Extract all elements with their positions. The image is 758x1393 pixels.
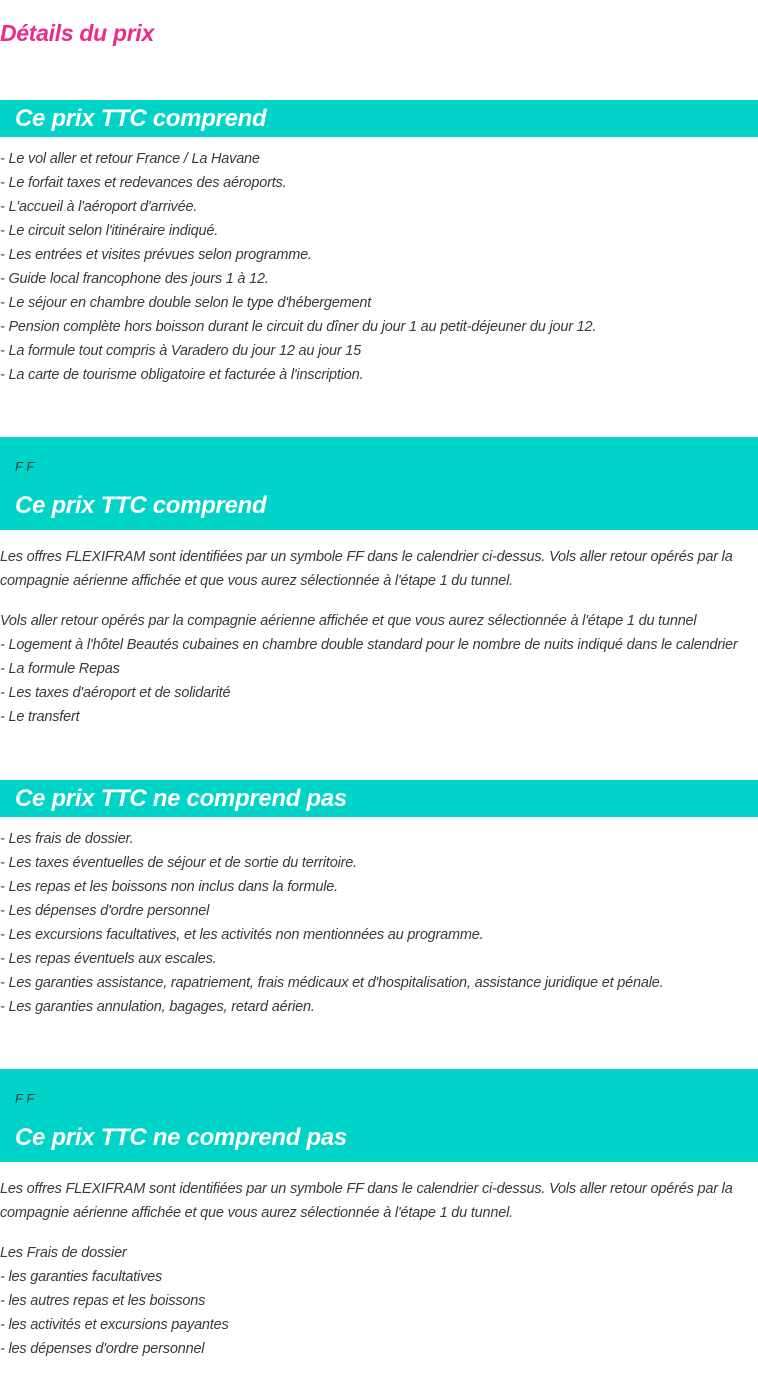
- section-intro: Les offres FLEXIFRAM sont identifiées par un symbole FF dans le calendrier ci-dessus. Vols aller retour opérés par la compagnie aérienne affichée et que vous aurez sélectionnée à l'étape 1 du tunnel.: [0, 1181, 733, 1221]
- section-title: Ce prix TTC comprend: [15, 105, 267, 132]
- section-list: [0, 827, 758, 1019]
- list-item: - les activités et excursions payantes: [0, 1317, 229, 1333]
- list-item: - les garanties facultatives: [0, 1269, 163, 1285]
- list-item: - Les repas éventuels aux escales.: [0, 951, 217, 967]
- section-included: [0, 100, 758, 387]
- list-item: - Le vol aller et retour France / La Havane: [0, 151, 260, 167]
- list-item: - L'accueil à l'aéroport d'arrivée.: [0, 199, 198, 215]
- list-item: - Les dépenses d'ordre personnel: [0, 903, 210, 919]
- page-title: Détails du prix: [0, 20, 154, 46]
- section-list: [0, 1241, 758, 1361]
- list-item: - Guide local francophone des jours 1 à 12.: [0, 271, 269, 287]
- section-title: Ce prix TTC ne comprend pas: [15, 1124, 347, 1151]
- list-item: - Le circuit selon l'itinéraire indiqué.: [0, 223, 219, 239]
- list-item: - La carte de tourisme obligatoire et facturée à l'inscription.: [0, 367, 364, 383]
- list-item: - Les excursions facultatives, et les activités non mentionnées au programme.: [0, 927, 484, 943]
- section-title: Ce prix TTC ne comprend pas: [15, 785, 347, 812]
- list-item: - La formule tout compris à Varadero du jour 12 au jour 15: [0, 343, 362, 359]
- section-banner: [0, 780, 758, 817]
- section-intro: Les offres FLEXIFRAM sont identifiées par un symbole FF dans le calendrier ci-dessus. Vols aller retour opérés par la compagnie aérienne affichée et que vous aurez sélectionnée à l'étape 1 du tunnel.: [0, 549, 733, 589]
- section-banner: [0, 437, 758, 530]
- list-item: - Logement à l'hôtel Beautés cubaines en chambre double standard pour le nombre de nuits indiqué dans le calendrier: [0, 637, 738, 653]
- list-item: - Pension complète hors boisson durant le circuit du dîner du jour 1 au petit-déjeuner du jour 12.: [0, 319, 597, 335]
- list-item: Les Frais de dossier: [0, 1245, 127, 1261]
- list-item: - les autres repas et les boissons: [0, 1293, 206, 1309]
- list-item: - Les frais de dossier.: [0, 831, 134, 847]
- section-banner: [0, 100, 758, 137]
- list-item: - Le séjour en chambre double selon le type d'hébergement: [0, 295, 372, 311]
- section-title: Ce prix TTC comprend: [15, 492, 267, 519]
- section-included-flexifram: [0, 437, 758, 729]
- section-banner: [0, 1069, 758, 1162]
- list-item: - Les taxes éventuelles de séjour et de sortie du territoire.: [0, 855, 357, 871]
- list-item: - Les repas et les boissons non inclus dans la formule.: [0, 879, 338, 895]
- list-item: - Le forfait taxes et redevances des aéroports.: [0, 175, 287, 191]
- section-not-included-flexifram: [0, 1069, 758, 1361]
- section-list: [0, 147, 758, 387]
- list-item: - Les entrées et visites prévues selon programme.: [0, 247, 312, 263]
- list-item: Vols aller retour opérés par la compagnie aérienne affichée et que vous aurez sélectionnée à l'étape 1 du tunnel: [0, 613, 697, 629]
- list-item: - Les garanties assistance, rapatriement, frais médicaux et d'hospitalisation, assistance juridique et pénale.: [0, 975, 664, 991]
- list-item: - les dépenses d'ordre personnel: [0, 1341, 205, 1357]
- list-item: - Le transfert: [0, 709, 80, 725]
- list-item: - La formule Repas: [0, 661, 120, 677]
- ff-tag: F F: [15, 459, 35, 474]
- section-list: [0, 609, 758, 729]
- section-not-included: [0, 780, 758, 1019]
- list-item: - Les garanties annulation, bagages, retard aérien.: [0, 999, 315, 1015]
- list-item: - Les taxes d'aéroport et de solidarité: [0, 685, 231, 701]
- ff-tag: F F: [15, 1091, 35, 1106]
